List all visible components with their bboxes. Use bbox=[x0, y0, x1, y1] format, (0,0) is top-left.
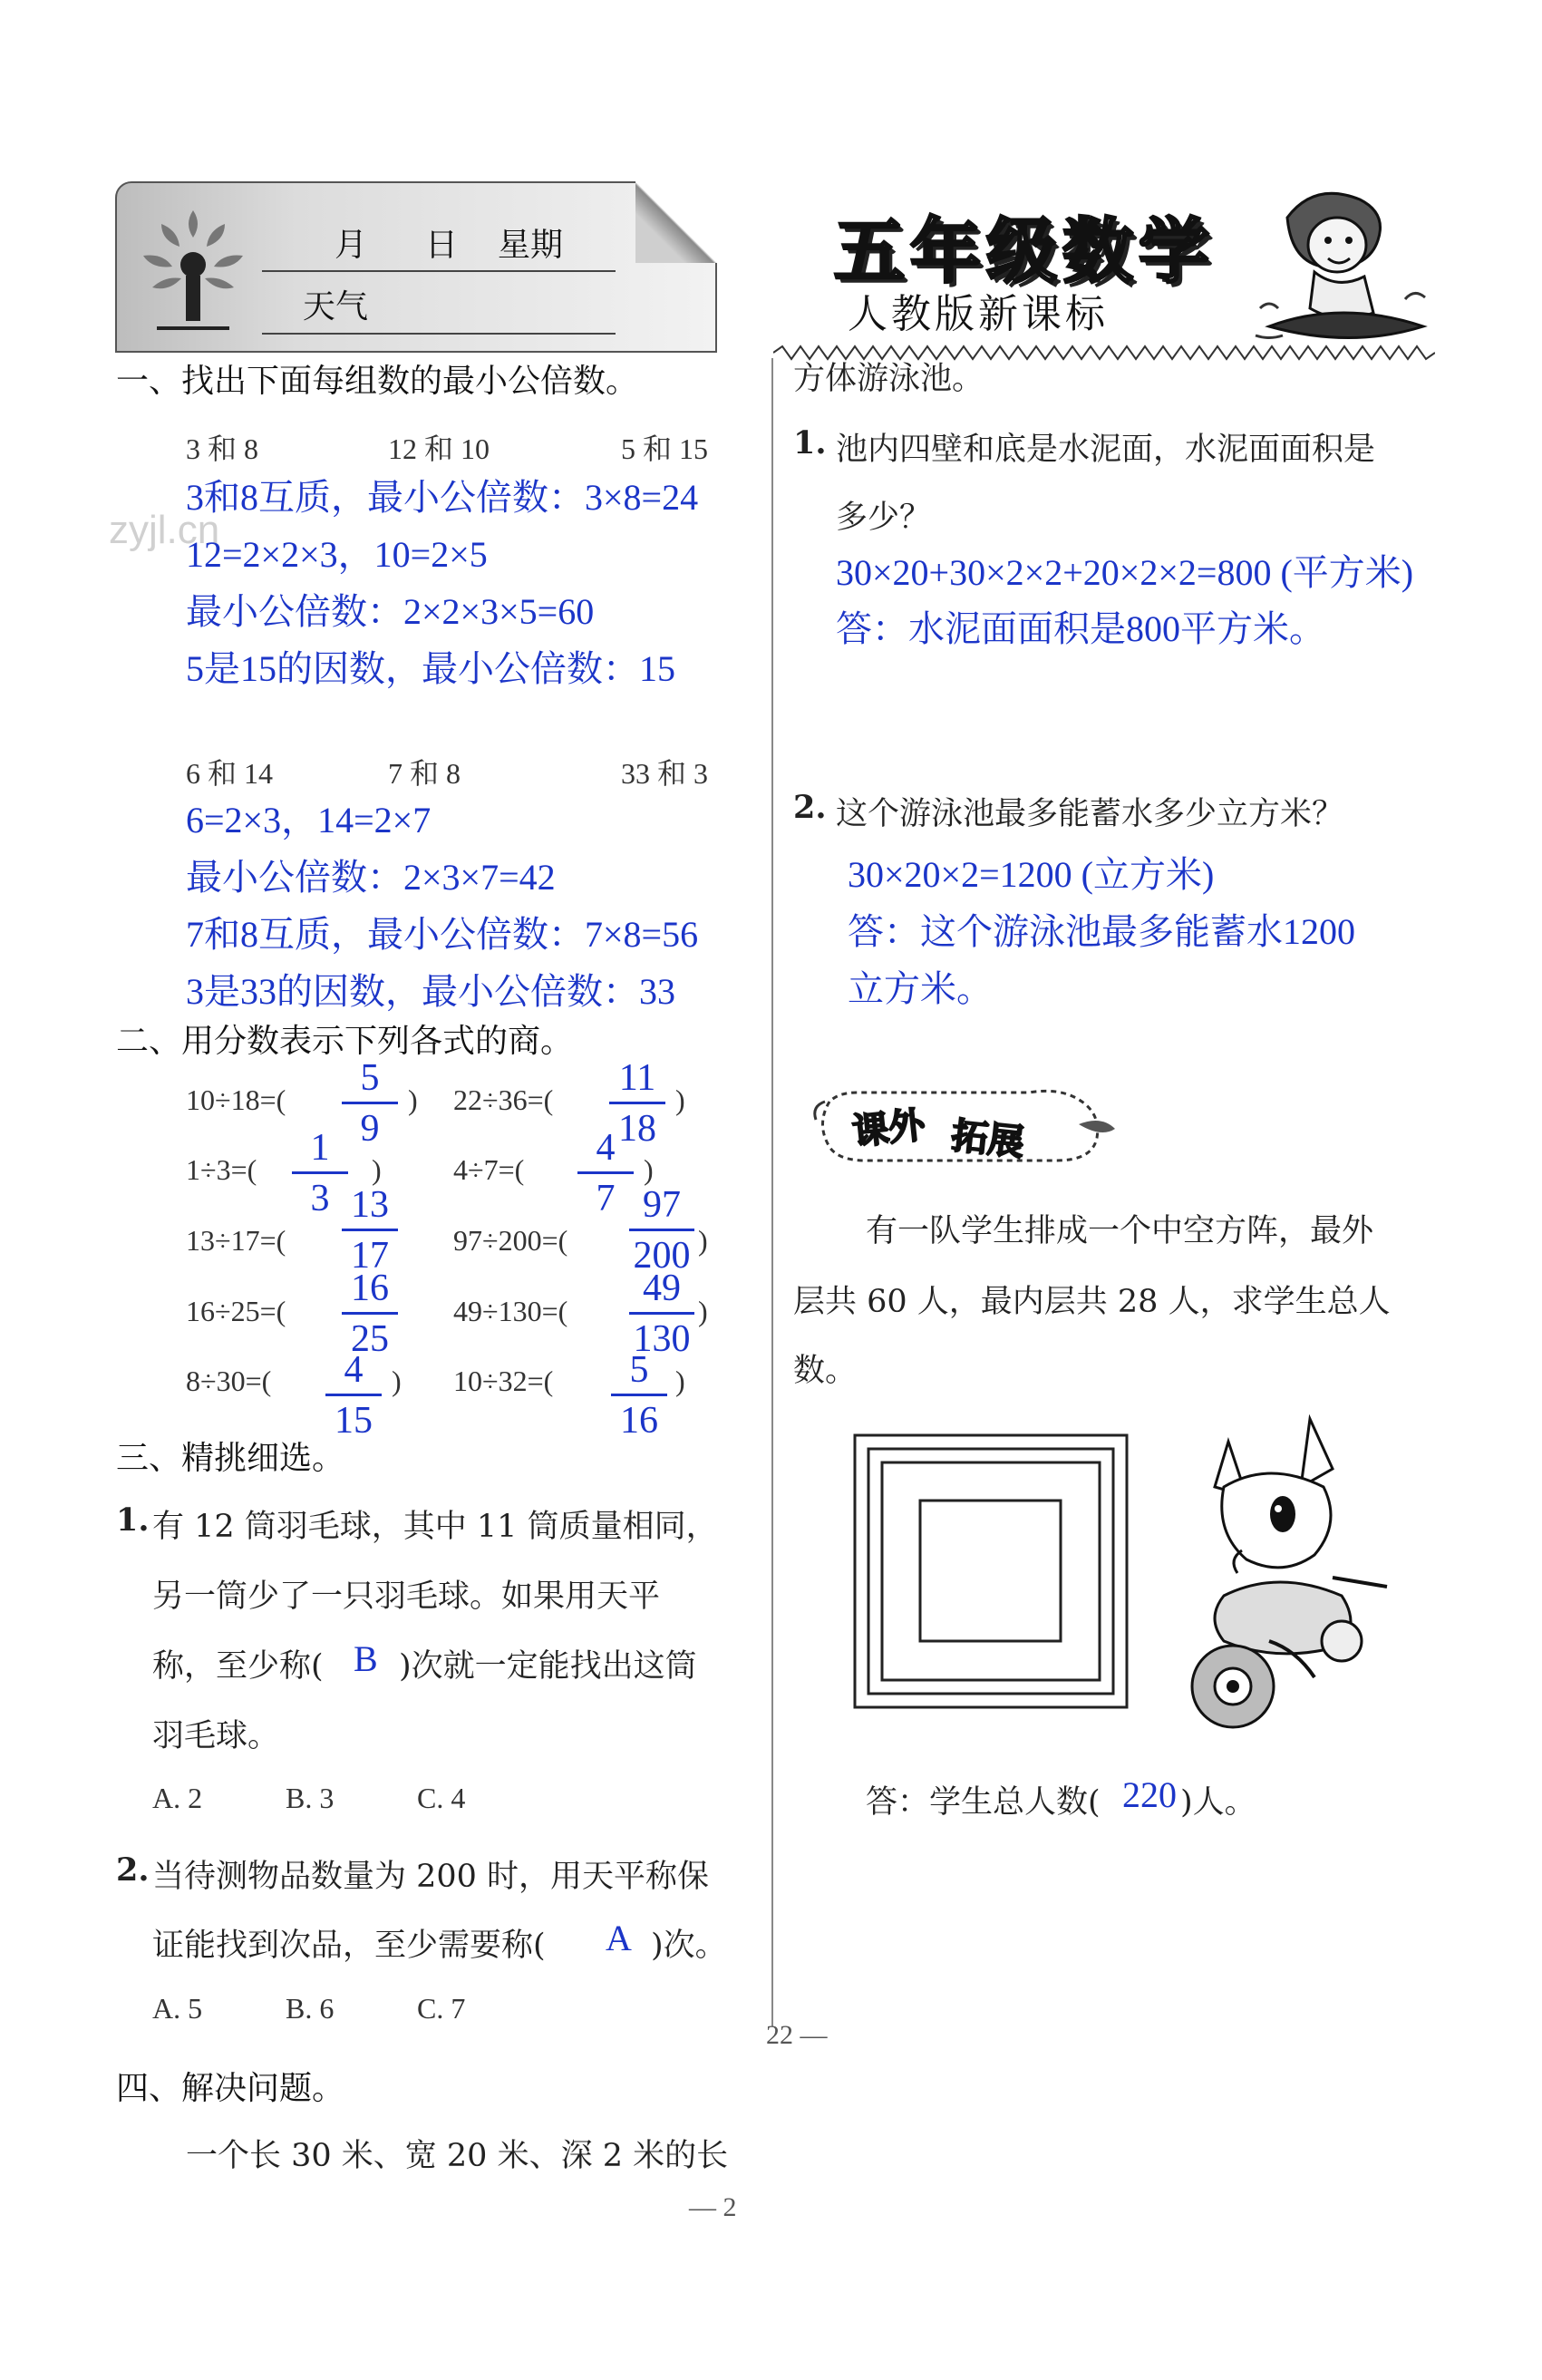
close-paren: ) bbox=[675, 1365, 685, 1397]
section4-heading: 四、解决问题。 bbox=[116, 2070, 345, 2107]
division-expr: 10÷18=( bbox=[186, 1083, 286, 1116]
answer-line: 3是33的因数，最小公倍数：33 bbox=[186, 971, 675, 1012]
book-title: 五年级数学 bbox=[834, 211, 1216, 293]
division-expr: 8÷30=( bbox=[186, 1365, 272, 1397]
badge-text-2: 拓展 bbox=[949, 1114, 1026, 1165]
surfer-cartoon-icon bbox=[1251, 181, 1432, 349]
pair-5: 7 和 8 bbox=[388, 757, 461, 790]
answer-line: 5是15的因数，最小公倍数：15 bbox=[186, 648, 675, 689]
question-number: 2. bbox=[793, 789, 827, 826]
close-paren: ) bbox=[408, 1083, 418, 1116]
extension-text: 有一队学生排成一个中空方阵，最外 bbox=[866, 1213, 1374, 1249]
question-text: 有 12 筒羽毛球，其中 11 筒质量相同， bbox=[152, 1509, 718, 1545]
division-expr: 16÷25=( bbox=[186, 1295, 286, 1327]
division-expr: 49÷130=( bbox=[453, 1295, 568, 1327]
fraction-answer: 16 25 bbox=[338, 1269, 402, 1358]
pair-4: 6 和 14 bbox=[186, 757, 274, 790]
close-paren: ) bbox=[372, 1153, 382, 1186]
solution-line: 立方米。 bbox=[848, 968, 993, 1009]
page-number: 22 — bbox=[766, 2020, 828, 2050]
fraction-answer: 1 3 bbox=[288, 1129, 352, 1218]
solution-line: 答：这个游泳池最多能蓄水1200 bbox=[848, 911, 1355, 952]
date-weather-box bbox=[115, 181, 717, 353]
division-expr: 97÷200=( bbox=[453, 1224, 568, 1257]
problem-intro: 一个长 30 米、宽 20 米、深 2 米的长 bbox=[186, 2138, 729, 2174]
option-a: A. 5 bbox=[152, 1992, 203, 2025]
choice-answer: B bbox=[354, 1638, 378, 1679]
watermark: zyjl.cn bbox=[109, 508, 220, 552]
fraction-answer: 4 15 bbox=[322, 1351, 385, 1440]
problem-intro-cont: 方体游泳池。 bbox=[793, 361, 984, 397]
division-expr: 10÷32=( bbox=[453, 1365, 554, 1397]
close-paren: ) bbox=[698, 1224, 708, 1257]
option-b: B. 3 bbox=[286, 1782, 335, 1814]
fraction-answer: 49 130 bbox=[626, 1269, 698, 1358]
answer-line: 3和8互质，最小公倍数：3×8=24 bbox=[186, 477, 699, 518]
day-label: 日 bbox=[425, 227, 459, 264]
question-text: 另一筒少了一只羽毛球。如果用天平 bbox=[152, 1579, 661, 1615]
close-paren: ) bbox=[392, 1365, 402, 1397]
close-paren: ) bbox=[675, 1083, 685, 1116]
question-text: 羽毛球。 bbox=[152, 1718, 280, 1754]
fraction-answer: 13 17 bbox=[338, 1186, 402, 1275]
answer-line: 最小公倍数：2×3×7=42 bbox=[186, 857, 556, 898]
answer-line: 6=2×3，14=2×7 bbox=[186, 800, 432, 840]
section3-heading: 三、精挑细选。 bbox=[116, 1440, 345, 1477]
book-subtitle: 人教版新课标 bbox=[848, 291, 1109, 337]
extension-answer: 220 bbox=[1122, 1774, 1177, 1815]
question-text: 当待测物品数量为 200 时，用天平称保 bbox=[152, 1859, 710, 1895]
question-text: 池内四壁和底是水泥面，水泥面面积是 bbox=[836, 432, 1376, 468]
fraction-answer: 11 18 bbox=[606, 1059, 669, 1148]
weather-label: 天气 bbox=[303, 288, 369, 325]
close-paren: ) bbox=[644, 1153, 654, 1186]
fox-cyclist-icon bbox=[1188, 1414, 1414, 1741]
column-divider bbox=[771, 358, 773, 2026]
question-number: 2. bbox=[116, 1851, 150, 1889]
question-text: 多少？ bbox=[836, 500, 932, 536]
division-expr: 1÷3=( bbox=[186, 1153, 257, 1186]
week-label: 星期 bbox=[498, 227, 564, 264]
page-number: — 2 bbox=[689, 2192, 737, 2222]
extension-text: 层共 60 人，最内层共 28 人，求学生总人 bbox=[793, 1284, 1391, 1320]
solution-line: 30×20+30×2×2+20×2×2=800 (平方米) bbox=[836, 552, 1414, 593]
month-label: 月 bbox=[335, 227, 368, 264]
question-text: )次就一定能找出这筒 bbox=[399, 1648, 697, 1685]
pair-3: 5 和 15 bbox=[621, 432, 709, 465]
tree-icon bbox=[130, 201, 257, 337]
division-expr: 4÷7=( bbox=[453, 1153, 525, 1186]
fraction-answer: 4 7 bbox=[574, 1129, 637, 1218]
fraction-answer: 5 16 bbox=[607, 1351, 671, 1440]
answer-line: 7和8互质，最小公倍数：7×8=56 bbox=[186, 914, 699, 955]
section2-heading: 二、用分数表示下列各式的商。 bbox=[116, 1023, 574, 1060]
section1-heading: 一、找出下面每组数的最小公倍数。 bbox=[116, 363, 639, 400]
question-text: 证能找到次品，至少需要称( bbox=[152, 1928, 546, 1964]
option-c: C. 7 bbox=[417, 1992, 466, 2025]
solution-line: 答：水泥面面积是800平方米。 bbox=[836, 608, 1325, 649]
extension-badge bbox=[811, 1083, 1120, 1170]
answer-line: 12=2×2×3，10=2×5 bbox=[186, 534, 488, 575]
extension-text: 数。 bbox=[793, 1353, 858, 1389]
question-text: )次。 bbox=[651, 1928, 727, 1964]
division-expr: 13÷17=( bbox=[186, 1224, 286, 1257]
pair-1: 3 和 8 bbox=[186, 432, 259, 465]
question-text: 称，至少称( bbox=[152, 1648, 324, 1685]
division-expr: 22÷36=( bbox=[453, 1083, 554, 1116]
close-paren: ) bbox=[698, 1295, 708, 1327]
question-number: 1. bbox=[116, 1501, 150, 1539]
pair-6: 33 和 3 bbox=[621, 757, 709, 790]
question-number: 1. bbox=[793, 424, 827, 461]
hollow-square-figure bbox=[852, 1433, 1133, 1714]
weather-underline bbox=[262, 333, 616, 335]
option-a: A. 2 bbox=[152, 1782, 203, 1814]
extension-answer-text: 答：学生总人数( bbox=[866, 1784, 1101, 1821]
date-underline bbox=[262, 270, 616, 272]
fraction-answer: 97 200 bbox=[626, 1186, 698, 1275]
extension-answer-text: )人。 bbox=[1180, 1784, 1256, 1821]
badge-text-1: 课外 bbox=[850, 1103, 927, 1154]
question-text: 这个游泳池最多能蓄水多少立方米？ bbox=[836, 796, 1344, 832]
page-curl bbox=[635, 181, 717, 263]
pair-2: 12 和 10 bbox=[388, 432, 490, 465]
answer-line: 最小公倍数：2×2×3×5=60 bbox=[186, 591, 595, 632]
solution-line: 30×20×2=1200 (立方米) bbox=[848, 854, 1215, 895]
fraction-answer: 5 9 bbox=[338, 1059, 402, 1148]
option-c: C. 4 bbox=[417, 1782, 466, 1814]
option-b: B. 6 bbox=[286, 1992, 335, 2025]
choice-answer: A bbox=[606, 1918, 632, 1958]
